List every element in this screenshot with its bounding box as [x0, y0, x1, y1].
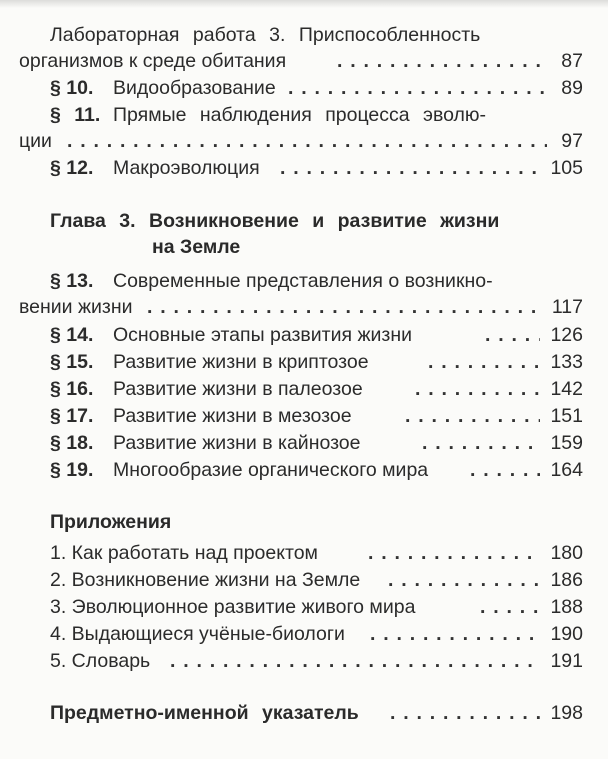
toc-entry-p15 — [50, 349, 583, 375]
toc-entry-title: Развитие жизни в криптозое — [113, 351, 369, 373]
toc-entry-number: § 12. — [50, 157, 94, 179]
toc-entry-title: вении жизни — [19, 296, 133, 318]
leader-dots — [405, 403, 540, 429]
toc-entry-title: Развитие жизни в палеозое — [113, 378, 363, 400]
toc-entry-p11-line1 — [50, 102, 550, 128]
toc-entry-p11-line2 — [19, 128, 583, 154]
toc-entry-lab3-line2 — [19, 48, 583, 74]
toc-entry-page: 105 — [550, 157, 583, 179]
chapter-heading-line2: на Земле — [152, 236, 241, 258]
leader-dots — [147, 294, 537, 320]
leader-dots — [422, 430, 540, 456]
appendix-title: 5. Словарь — [50, 650, 151, 672]
appendix-entry — [50, 567, 583, 593]
leader-dots — [390, 700, 540, 726]
toc-entry-title: Прямые наблюдения процесса эволю- — [113, 104, 487, 126]
appendix-title: 3. Эволюционное развитие живого мира — [50, 596, 416, 618]
leader-dots — [67, 128, 547, 154]
leader-dots — [485, 322, 540, 348]
leader-dots — [170, 648, 540, 674]
appendices-heading: Приложения — [50, 511, 172, 533]
appendix-page: 180 — [550, 542, 583, 564]
toc-entry-page: 89 — [561, 77, 583, 99]
index-page: 198 — [550, 702, 583, 724]
toc-entry-p17 — [50, 403, 583, 429]
toc-entry-number: § 10. — [50, 77, 94, 99]
page-top-shadow — [0, 0, 608, 8]
appendix-entry — [50, 648, 583, 674]
appendix-page: 186 — [550, 569, 583, 591]
toc-entry-number: § 15. — [50, 351, 94, 373]
toc-entry-title: Развитие жизни в мезозое — [113, 405, 352, 427]
toc-entry-page: 87 — [561, 50, 583, 72]
appendix-entry — [50, 540, 583, 566]
toc-entry-p12 — [50, 155, 583, 181]
toc-entry-page: 142 — [550, 378, 583, 400]
toc-entry-page: 97 — [561, 130, 583, 152]
appendix-entry — [50, 621, 583, 647]
leader-dots — [480, 594, 540, 620]
leader-dots — [388, 567, 540, 593]
appendix-title: 2. Возникновение жизни на Земле — [50, 569, 361, 591]
toc-entry-title: Развитие жизни в кайнозое — [113, 432, 361, 454]
leader-dots — [337, 48, 549, 74]
leader-dots — [280, 155, 536, 181]
toc-entry-index — [50, 700, 583, 726]
toc-entry-title: ции — [19, 130, 52, 152]
toc-entry-page: 117 — [551, 296, 583, 318]
toc-entry-title: организмов к среде обитания — [19, 50, 287, 72]
toc-entry-title: Лабораторная работа 3. Приспособленность — [50, 24, 481, 46]
toc-entry-title: Современные представления о возникно- — [113, 270, 493, 292]
appendix-entry — [50, 594, 583, 620]
toc-entry-page: 159 — [550, 432, 583, 454]
leader-dots — [428, 349, 540, 375]
leader-dots — [288, 75, 548, 101]
toc-entry-title: Многообразие органического мира — [113, 459, 429, 481]
appendix-title: 1. Как работать над проектом — [50, 542, 318, 564]
toc-entry-number: § 14. — [50, 324, 94, 346]
toc-entry-number: § 16. — [50, 378, 94, 400]
toc-entry-p13-line2 — [19, 294, 583, 320]
toc-entry-page: 164 — [550, 459, 583, 481]
appendix-page: 191 — [550, 650, 583, 672]
toc-entry-number: § 13. — [50, 270, 94, 292]
toc-entry-lab3-line1 — [50, 22, 540, 48]
toc-entry-number: § 19. — [50, 459, 94, 481]
toc-entry-number: § 18. — [50, 432, 94, 454]
toc-entry-page: 126 — [550, 324, 583, 346]
toc-entry-number: § 11. — [50, 104, 101, 126]
leader-dots — [415, 376, 540, 402]
toc-entry-title: Основные этапы развития жизни — [113, 324, 413, 346]
appendix-page: 190 — [550, 623, 583, 645]
toc-entry-p16 — [50, 376, 583, 402]
leader-dots — [370, 621, 540, 647]
leader-dots — [368, 540, 540, 566]
toc-entry-p18 — [50, 430, 583, 456]
toc-entry-title: Видообразование — [113, 77, 276, 99]
toc-entry-page: 151 — [550, 405, 583, 427]
toc-entry-p14 — [50, 322, 583, 348]
chapter-heading-line1: Глава 3. Возникновение и развитие жизни — [50, 210, 500, 232]
index-title: Предметно-именной указатель — [50, 702, 359, 724]
appendix-title: 4. Выдающиеся учёные-биологи — [50, 623, 345, 645]
toc-entry-p19 — [50, 457, 583, 483]
toc-entry-number: § 17. — [50, 405, 94, 427]
toc-entry-p13-line1 — [50, 268, 550, 294]
leader-dots — [470, 457, 540, 483]
appendix-page: 188 — [550, 596, 583, 618]
toc-entry-p10 — [50, 75, 583, 101]
toc-entry-title: Макроэволюция — [113, 157, 260, 179]
toc-entry-page: 133 — [550, 351, 583, 373]
